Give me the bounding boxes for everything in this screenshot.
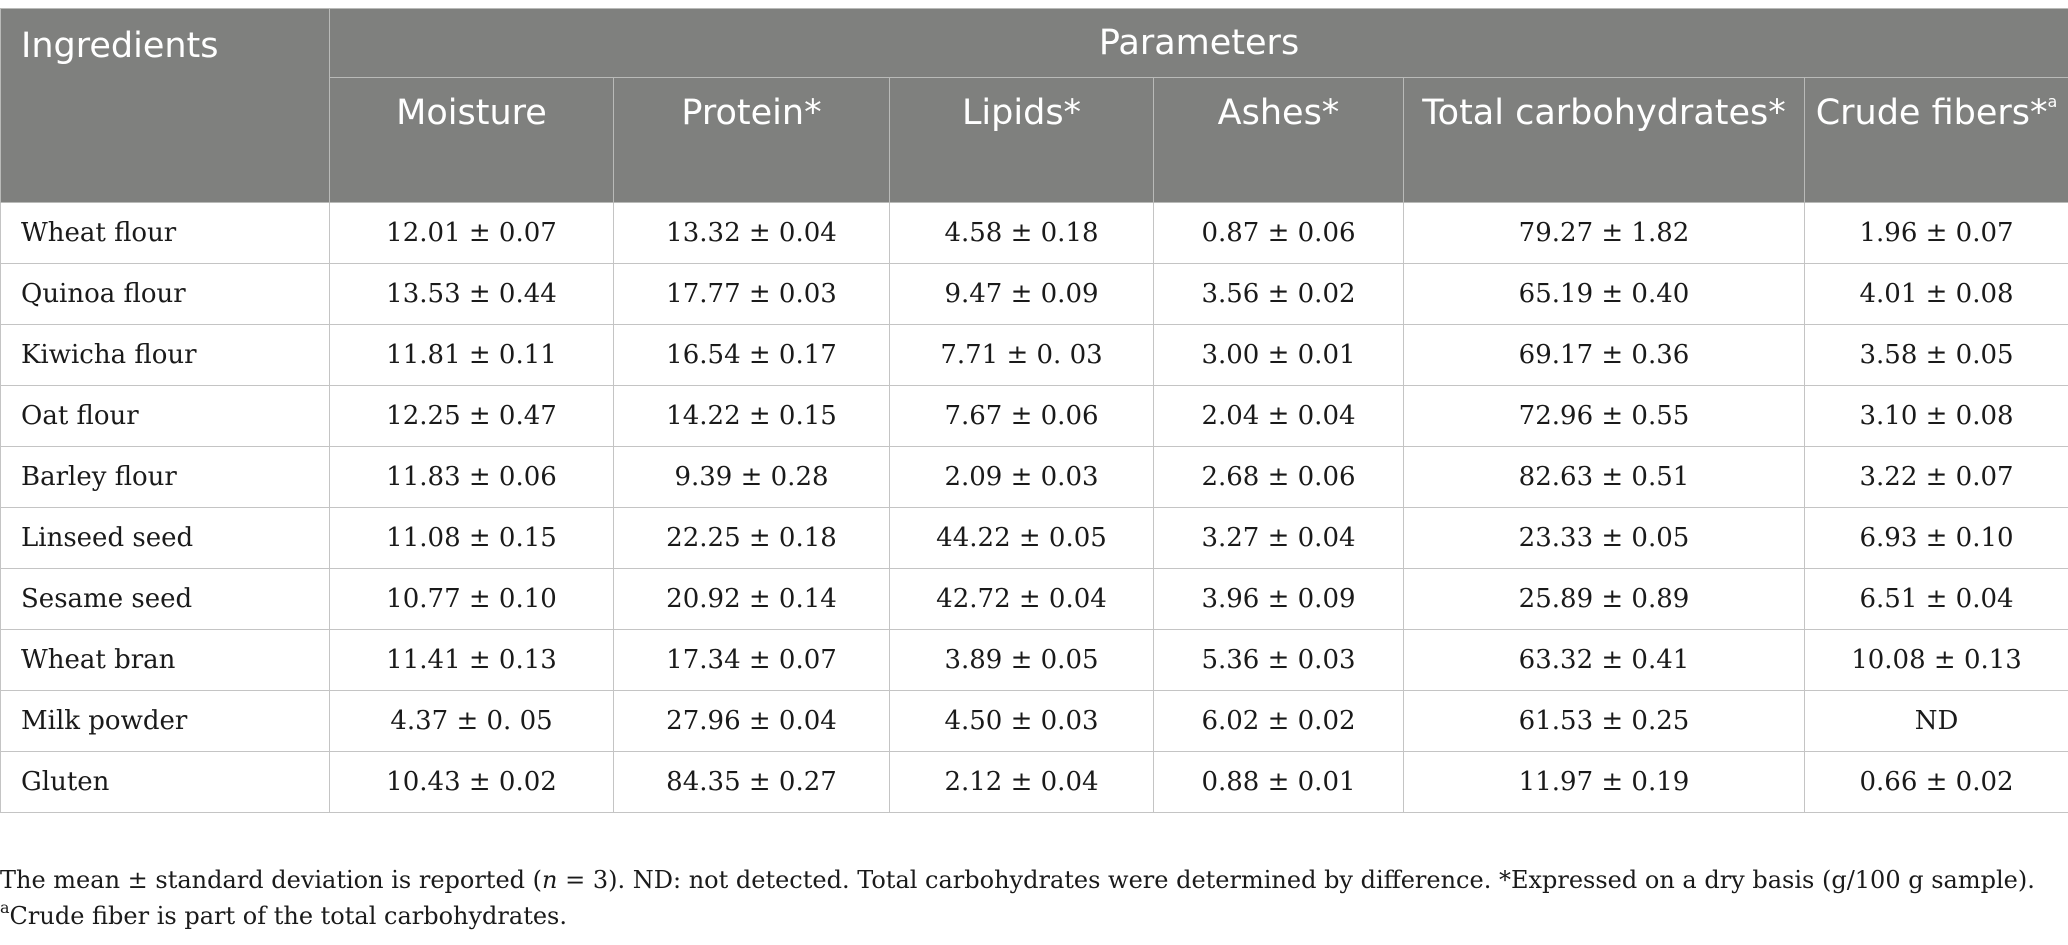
value-cell: 3.10 ± 0.08 [1805,386,2068,447]
value-cell: 72.96 ± 0.55 [1404,386,1805,447]
value-cell: 2.09 ± 0.03 [890,447,1154,508]
ingredient-name: Kiwicha flour [1,325,330,386]
value-cell: 3.96 ± 0.09 [1154,569,1404,630]
value-cell: 84.35 ± 0.27 [614,752,890,813]
value-cell: 61.53 ± 0.25 [1404,691,1805,752]
table-row [1,569,2068,630]
value-cell: 4.58 ± 0.18 [890,203,1154,264]
value-cell: 65.19 ± 0.40 [1404,264,1805,325]
table-row [1,630,2068,691]
header-col-1: Protein* [614,78,890,203]
value-cell: 9.39 ± 0.28 [614,447,890,508]
value-cell: 7.67 ± 0.06 [890,386,1154,447]
ingredient-name: Quinoa flour [1,264,330,325]
ingredient-name: Oat flour [1,386,330,447]
value-cell: 17.77 ± 0.03 [614,264,890,325]
value-cell: 6.02 ± 0.02 [1154,691,1404,752]
value-cell: 6.93 ± 0.10 [1805,508,2068,569]
value-cell: 14.22 ± 0.15 [614,386,890,447]
value-cell: 27.96 ± 0.04 [614,691,890,752]
composition-table [0,8,2068,813]
value-cell: 3.58 ± 0.05 [1805,325,2068,386]
value-cell: 3.89 ± 0.05 [890,630,1154,691]
value-cell: 82.63 ± 0.51 [1404,447,1805,508]
header-col-0: Moisture [330,78,614,203]
value-cell: 69.17 ± 0.36 [1404,325,1805,386]
value-cell: 63.32 ± 0.41 [1404,630,1805,691]
value-cell: 3.56 ± 0.02 [1154,264,1404,325]
value-cell: 4.50 ± 0.03 [890,691,1154,752]
table-row [1,752,2068,813]
value-cell: 5.36 ± 0.03 [1154,630,1404,691]
ingredient-name: Gluten [1,752,330,813]
value-cell: 9.47 ± 0.09 [890,264,1154,325]
value-cell: 11.41 ± 0.13 [330,630,614,691]
value-cell: 2.04 ± 0.04 [1154,386,1404,447]
table-row [1,264,2068,325]
footnote-line-1: The mean ± standard deviation is reported (n = 3). ND: not detected. Total carbohydrates were determined by difference. *Expressed on a dry basis (g/100 g sample). [0,866,2035,894]
value-cell: 2.12 ± 0.04 [890,752,1154,813]
table-row [1,691,2068,752]
value-cell: 23.33 ± 0.05 [1404,508,1805,569]
value-cell: 10.08 ± 0.13 [1805,630,2068,691]
value-cell: 17.34 ± 0.07 [614,630,890,691]
value-cell: 0.88 ± 0.01 [1154,752,1404,813]
header-col-5: Crude fibers*$^a$ [1805,78,2068,203]
value-cell: 10.77 ± 0.10 [330,569,614,630]
table-row [1,447,2068,508]
value-cell: 0.66 ± 0.02 [1805,752,2068,813]
ingredient-name: Sesame seed [1,569,330,630]
header-col-4: Total carbohydrates* [1404,78,1805,203]
value-cell: 44.22 ± 0.05 [890,508,1154,569]
value-cell: 0.87 ± 0.06 [1154,203,1404,264]
value-cell: 11.08 ± 0.15 [330,508,614,569]
table-footnotes [0,862,2068,934]
value-cell: 79.27 ± 1.82 [1404,203,1805,264]
nutrition-table-wrapper [0,8,2068,813]
value-cell: 4.37 ± 0. 05 [330,691,614,752]
value-cell: 12.01 ± 0.07 [330,203,614,264]
value-cell: 22.25 ± 0.18 [614,508,890,569]
value-cell: 2.68 ± 0.06 [1154,447,1404,508]
ingredient-name: Barley flour [1,447,330,508]
table-body [1,203,2068,813]
header-parameters: Parameters [330,9,2068,78]
header-col-3: Ashes* [1154,78,1404,203]
value-cell: ND [1805,691,2068,752]
value-cell: 16.54 ± 0.17 [614,325,890,386]
value-cell: 13.32 ± 0.04 [614,203,890,264]
value-cell: 11.97 ± 0.19 [1404,752,1805,813]
value-cell: 4.01 ± 0.08 [1805,264,2068,325]
ingredient-name: Wheat flour [1,203,330,264]
value-cell: 20.92 ± 0.14 [614,569,890,630]
ingredient-name: Milk powder [1,691,330,752]
value-cell: 11.81 ± 0.11 [330,325,614,386]
value-cell: 11.83 ± 0.06 [330,447,614,508]
table-row [1,325,2068,386]
value-cell: 12.25 ± 0.47 [330,386,614,447]
value-cell: 13.53 ± 0.44 [330,264,614,325]
footnote-line-2: $^a$Crude fiber is part of the total carbohydrates. [0,898,567,930]
value-cell: 1.96 ± 0.07 [1805,203,2068,264]
ingredient-name: Wheat bran [1,630,330,691]
table-row [1,386,2068,447]
value-cell: 6.51 ± 0.04 [1805,569,2068,630]
value-cell: 42.72 ± 0.04 [890,569,1154,630]
table-row [1,203,2068,264]
value-cell: 3.27 ± 0.04 [1154,508,1404,569]
value-cell: 3.22 ± 0.07 [1805,447,2068,508]
ingredient-name: Linseed seed [1,508,330,569]
header-ingredients: Ingredients [1,9,330,203]
value-cell: 7.71 ± 0. 03 [890,325,1154,386]
value-cell: 25.89 ± 0.89 [1404,569,1805,630]
table-row [1,508,2068,569]
value-cell: 3.00 ± 0.01 [1154,325,1404,386]
value-cell: 10.43 ± 0.02 [330,752,614,813]
header-col-2: Lipids* [890,78,1154,203]
